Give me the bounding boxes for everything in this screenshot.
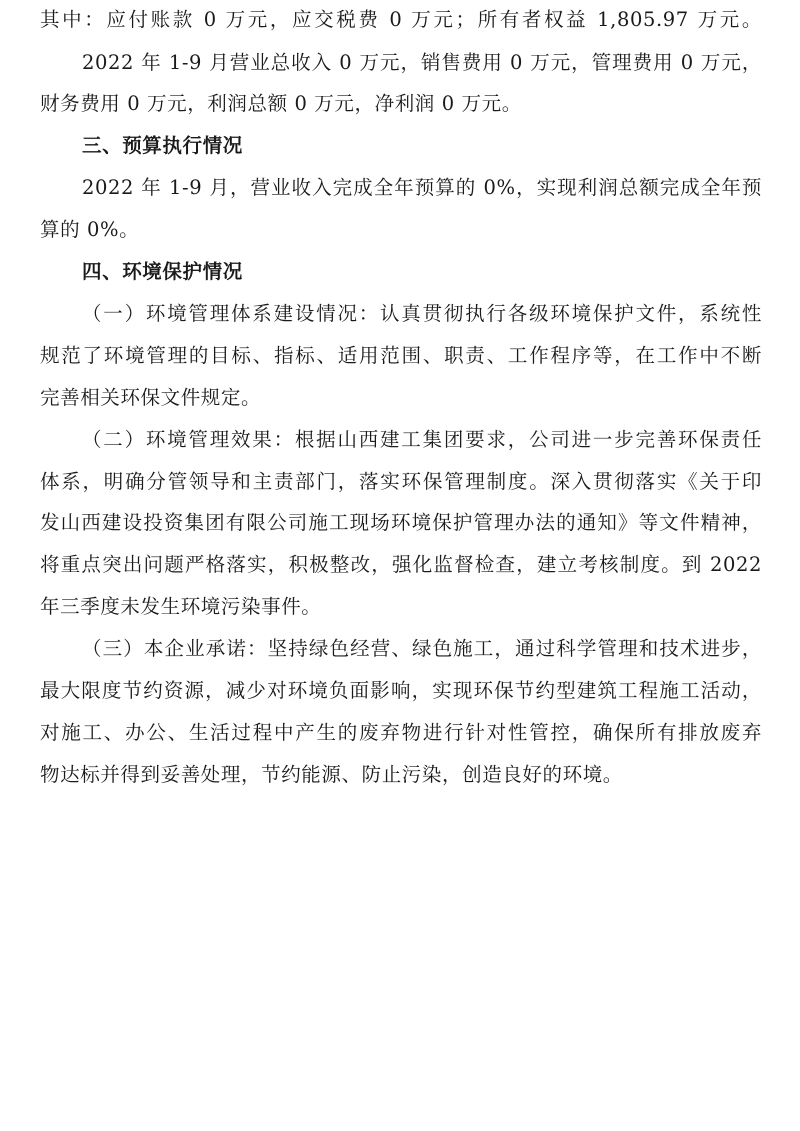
section-4-p1-line-3: 完善相关环保文件规定。 (40, 386, 262, 409)
finance-tail-line-3: 财务费用 0 万元，利润总额 0 万元，净利润 0 万元。 (40, 92, 522, 115)
finance-tail-line-2: 2022 年 1-9 月营业总收入 0 万元，销售费用 0 万元，管理费用 0 万元， (82, 51, 762, 74)
section-4-p2-line-1: （二）环境管理效果：根据山西建工集团要求，公司进一步完善环保责任 (82, 428, 762, 451)
section-4-p2-line-4: 将重点突出问题严格落实，积极整改，强化监督检查，建立考核制度。到 2022 (40, 553, 762, 576)
section-4-p1-line-1: （一）环境管理体系建设情况：认真贯彻执行各级环境保护文件，系统性 (82, 302, 762, 325)
section-3-line-2: 算的 0%。 (40, 218, 140, 241)
section-4-heading: 四、环境保护情况 (82, 260, 243, 283)
section-4-p3-line-2: 最大限度节约资源，减少对环境负面影响，实现环保节约型建筑工程施工活动， (40, 679, 762, 702)
section-4-p3-line-3: 对施工、办公、生活过程中产生的废弃物进行针对性管控，确保所有排放废弃 (40, 721, 762, 744)
section-4-p2-line-2: 体系，明确分管领导和主责部门，落实环保管理制度。深入贯彻落实《关于印 (40, 470, 762, 493)
section-3-heading: 三、预算执行情况 (82, 134, 243, 157)
section-4-p3-line-4: 物达标并得到妥善处理，节约能源、防止污染，创造良好的环境。 (40, 763, 623, 786)
section-4-p2-line-3: 发山西建设投资集团有限公司施工现场环境保护管理办法的通知》等文件精神， (40, 511, 762, 534)
section-4-p2-line-5: 年三季度未发生环境污染事件。 (40, 595, 322, 618)
finance-tail-line-1: 其中：应付账款 0 万元，应交税费 0 万元；所有者权益 1,805.97 万元。 (40, 8, 762, 31)
section-4-p1-line-2: 规范了环境管理的目标、指标、适用范围、职责、工作程序等，在工作中不断 (40, 344, 762, 367)
section-4-p3-line-1: （三）本企业承诺：坚持绿色经营、绿色施工，通过科学管理和技术进步， (82, 637, 762, 660)
section-3-line-1: 2022 年 1-9 月，营业收入完成全年预算的 0%，实现利润总额完成全年预 (82, 176, 762, 199)
